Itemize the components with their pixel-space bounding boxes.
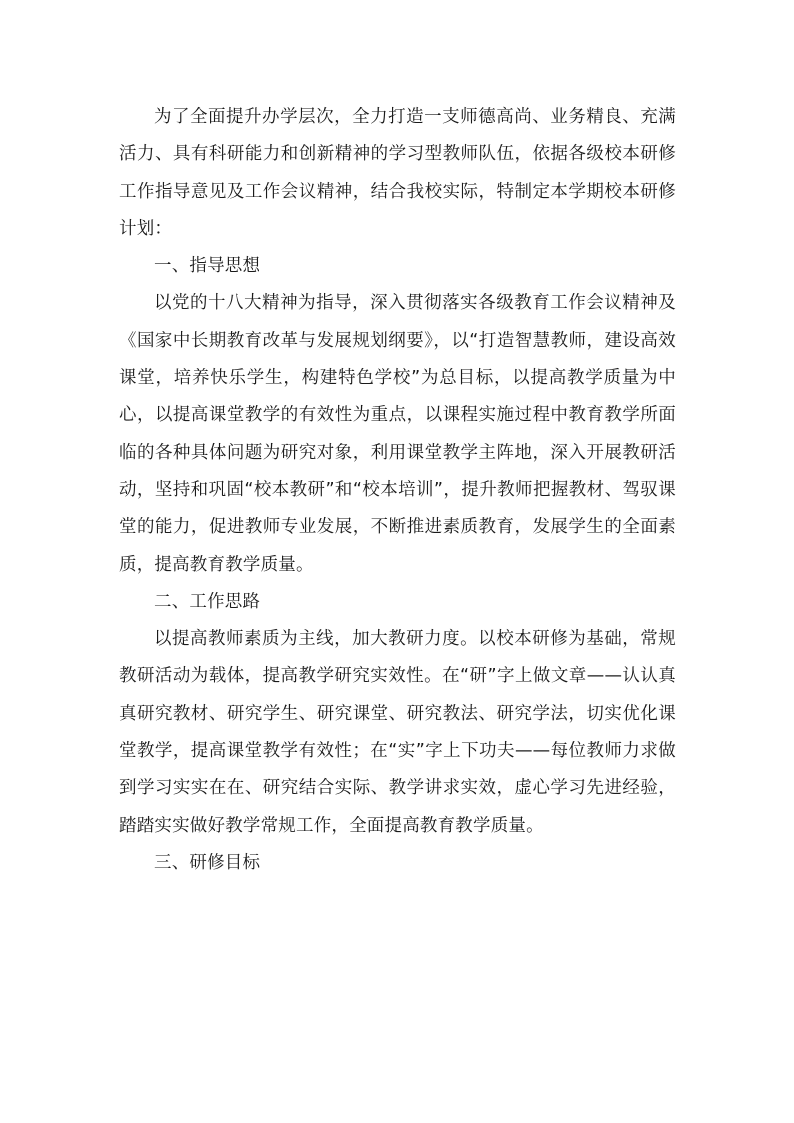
section-body-guiding-ideology: 以党的十八大精神为指导，深入贯彻落实各级教育工作会议精神及《国家中长期教育改革与发展规划纲要》，以“打造智慧教师，建设高效课堂，培养快乐学生，构建特色学校”为总目标，以提高教学质量为中心，以提高课堂教学的有效性为重点，以课程实施过程中教育教学所面临的各种具体问题为研究对象，利用课堂教学主阵地，深入开展教研活动，坚持和巩固“校本教研”和“校本培训”，提升教师把握教材、驾驭课堂的能力，促进教师专业发展，不断推进素质教育，发展学生的全面素质，提高教育教学质量。 <box>119 293 676 575</box>
section-heading-training-goals: 三、研修目标 <box>154 852 261 873</box>
section-heading-guiding-ideology: 一、指导思想 <box>154 256 261 277</box>
section-heading-work-approach: 二、工作思路 <box>154 591 261 612</box>
document-body <box>119 99 676 882</box>
intro-paragraph: 为了全面提升办学层次，全力打造一支师德高尚、业务精良、充满活力、具有科研能力和创新精神的学习型教师队伍，依据各级校本研修工作指导意见及工作会议精神，结合我校实际，特制定本学期校本研修计划： <box>119 107 676 239</box>
section-body-work-approach: 以提高教师素质为主线，加大教研力度。以校本研修为基础，常规教研活动为载体，提高教学研究实效性。在“研”字上做文章——认认真真研究教材、研究学生、研究课堂、研究教法、研究学法，切实优化课堂教学，提高课堂教学有效性；在“实”字上下功夫——每位教师力求做到学习实实在在、研究结合实际、教学讲求实效，虚心学习先进经验，踏踏实实做好教学常规工作，全面提高教育教学质量。 <box>119 629 676 836</box>
